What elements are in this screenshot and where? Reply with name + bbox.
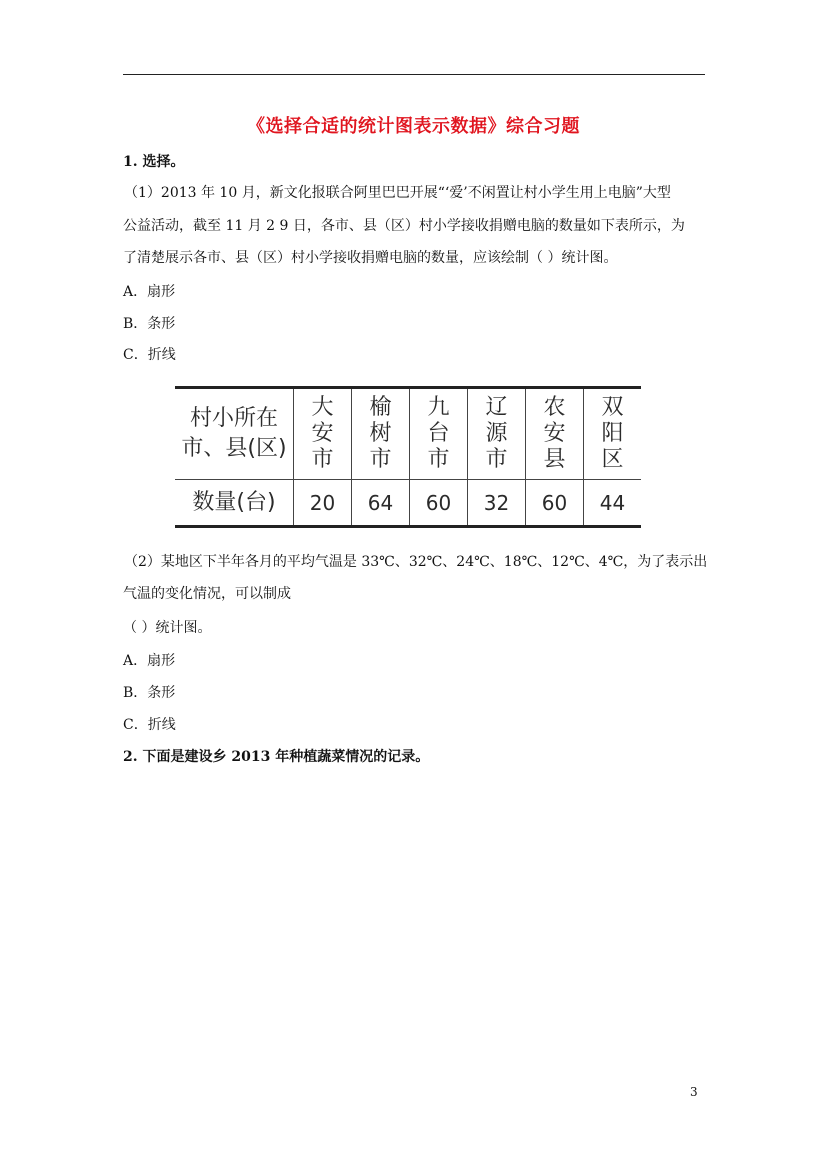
table-value-cell: 20 (294, 480, 352, 527)
q1-1-option-c: C．折线 (123, 347, 176, 363)
q1-2-option-c: C．折线 (123, 717, 176, 733)
table-city-cell (526, 388, 584, 480)
page-title: 《选择合适的统计图表示数据》综合习题 (247, 116, 580, 137)
q1-1-text-line-3: 了清楚展示各市、县（区）村小学接收捐赠电脑的数量，应该绘制（ ）统计图。 (123, 250, 618, 266)
table-city-cell (410, 388, 468, 480)
q1-2-text-line-1: （2）某地区下半年各月的平均气温是 33℃、32℃、24℃、18℃、12℃、4℃，为了表示出 (124, 554, 708, 570)
table-city-cell (294, 388, 352, 480)
table-value-cell: 60 (526, 480, 584, 527)
q1-1-text-line-2: 公益活动，截至 11 月 2 9 日，各市、县（区）村小学接收捐赠电脑的数量如下表所示，为 (123, 218, 685, 234)
q1-2-text-line-3: （ ）统计图。 (123, 620, 212, 636)
table-city-cell (584, 388, 642, 480)
page-number: 3 (690, 1085, 698, 1099)
table-value-cell: 60 (410, 480, 468, 527)
question-2-text: 2. 下面是建设乡 2013 年种植蔬菜情况的记录。 (123, 749, 430, 765)
table-header-line-1: 村小所在 (189, 406, 278, 431)
q1-1-option-a: A．扇形 (123, 284, 176, 300)
city-name: 农安县 (543, 395, 566, 472)
question-1-heading: 1. 选择。 (123, 154, 185, 170)
q1-2-text-line-2: 气温的变化情况，可以制成 (123, 586, 291, 602)
city-name: 九台市 (427, 395, 450, 472)
city-name: 辽源市 (485, 395, 508, 472)
city-name: 榆树市 (369, 395, 392, 472)
table-row-label: 数量(台) (175, 480, 294, 527)
q1-2-option-a: A．扇形 (123, 653, 176, 669)
table-value-cell: 64 (352, 480, 410, 527)
table-header-line-2: 市、县(区) (181, 436, 287, 461)
q1-2-option-b: B．条形 (123, 685, 176, 701)
donation-table (175, 386, 641, 528)
header-rule (123, 74, 705, 75)
table-header-cell (175, 388, 294, 480)
city-name: 大安市 (311, 395, 334, 472)
table-city-cell (352, 388, 410, 480)
table-value-cell: 44 (584, 480, 642, 527)
city-name: 双阳区 (601, 395, 624, 472)
q1-1-text-line-1: （1）2013 年 10 月，新文化报联合阿里巴巴开展“‘爱’不闲置让村小学生用上电脑”大型 (124, 185, 671, 201)
table-city-cell (468, 388, 526, 480)
q1-1-option-b: B．条形 (123, 316, 176, 332)
table-value-cell: 32 (468, 480, 526, 527)
